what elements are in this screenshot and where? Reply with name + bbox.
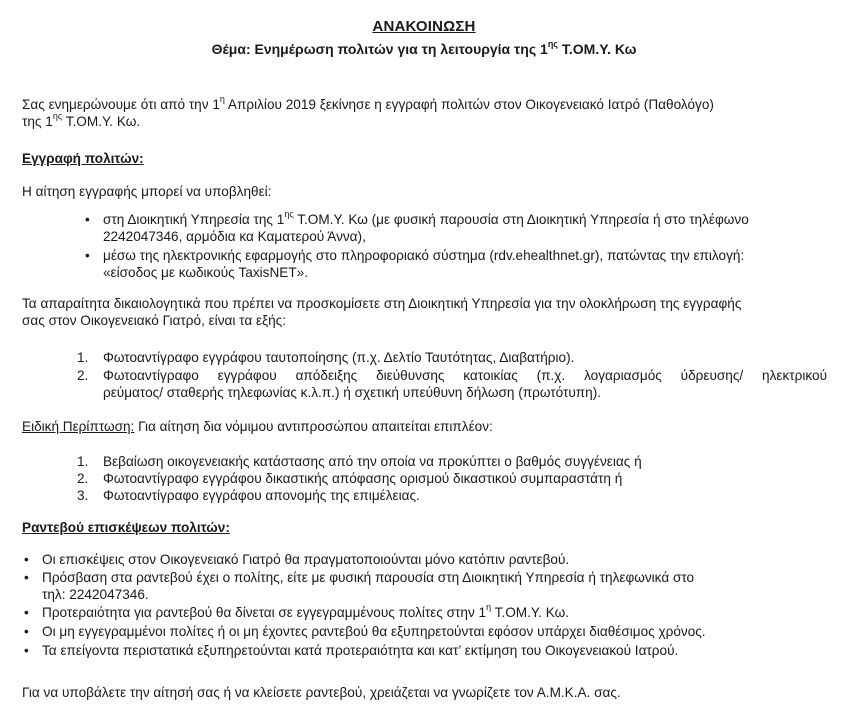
list-number: 1. xyxy=(77,350,89,365)
list-item xyxy=(77,487,827,504)
subject-suffix: Τ.ΟΜ.Υ. Κω xyxy=(558,41,637,57)
list-item xyxy=(85,209,829,245)
list-item-text: Τ.ΟΜ.Υ. Κω (με φυσική παρουσία στη Διοικητική Υπηρεσία ή στο τηλέφωνο xyxy=(293,212,749,227)
special-case xyxy=(22,418,830,435)
bullet-dot-icon: • xyxy=(85,248,90,263)
list-item xyxy=(24,551,828,568)
documents-lead-line: σας στον Οικογενειακό Γιατρό, είναι τα εξής: xyxy=(22,313,287,328)
list-item xyxy=(77,470,827,487)
list-item-text: Οι επισκέψεις στον Οικογενειακό Γιατρό θα πραγματοποιούνται μόνο κατόπιν ραντεβού. xyxy=(42,552,570,567)
appointments-heading: Ραντεβού επισκέψεων πολιτών: xyxy=(22,520,230,535)
special-case-label: Ειδική Περίπτωση: xyxy=(22,419,135,434)
list-item-text: Φωτοαντίγραφο εγγράφου απόδειξης διεύθυνσης κατοικίας (π.χ. λογαριασμός ύδρευσης/ ηλεκτρικού xyxy=(103,368,827,383)
list-number: 2. xyxy=(77,471,89,486)
bullet-dot-icon: • xyxy=(24,605,29,620)
list-item-text: μέσω της ηλεκτρονικής εφαρμογής στο πληροφοριακό σύστημα (rdv.ehealthnet.gr), πατώντας την επιλογή: xyxy=(103,248,745,263)
list-number: 3. xyxy=(77,488,89,503)
list-item-text: Προτεραιότητα για ραντεβού θα δίνεται σε εγγεγραμμένους πολίτες στην 1 xyxy=(42,605,487,620)
list-item-text: Τα επείγοντα περιστατικά εξυπηρετούνται κατά προτεραιότητα και κατ’ εκτίμηση του Οικογενειακού Ιατρού. xyxy=(42,643,679,658)
registration-bullet xyxy=(85,247,829,281)
bullet-dot-icon: • xyxy=(24,624,29,639)
list-item-text: ρεύματος/ σταθερής τηλεφωνίας κ.λ.π.) ή σχετική υπεύθυνη δήλωση (πρωτότυπη). xyxy=(103,385,602,400)
intro-line-2 xyxy=(22,113,830,130)
subject-sup: ης xyxy=(547,39,558,50)
subject-prefix: Θέμα: Ενημέρωση πολιτών για τη λειτουργία της 1 xyxy=(211,41,548,57)
intro-text: της 1 xyxy=(22,114,53,129)
bullet-dot-icon: • xyxy=(24,570,29,585)
list-number: 2. xyxy=(77,368,89,383)
intro-sup: η xyxy=(219,94,225,105)
intro-text: Τ.ΟΜ.Υ. Κω. xyxy=(62,114,141,129)
footer-note: Για να υποβάλετε την αίτησή σας ή να κλείσετε ραντεβού, χρειάζεται να γνωρίζετε τον Α.Μ.Κ.Α. σας. xyxy=(22,685,621,700)
bullet-dot-icon: • xyxy=(85,212,90,227)
list-item xyxy=(24,642,828,659)
list-item xyxy=(77,349,827,366)
intro-text: Απριλίου 2019 ξεκίνησε η εγγραφή πολιτών στον Οικογενειακό Ιατρό (Παθολόγο) xyxy=(224,97,714,112)
list-item xyxy=(24,623,828,640)
intro-sup: ης xyxy=(52,111,63,122)
list-item xyxy=(24,602,828,621)
document-title: ΑΝΑΚΟΙΝΩΣΗ xyxy=(372,18,476,35)
list-item-text: «είσοδος με κωδικούς TaxisNET». xyxy=(103,265,308,280)
document-subject xyxy=(0,41,848,58)
list-item-text: Πρόσβαση στα ραντεβού έχει ο πολίτης, είτε με φυσική παρουσία στη Διοικητική Υπηρεσία ή τηλεφωνικά στο xyxy=(42,570,695,585)
list-item xyxy=(85,247,829,281)
intro-paragraph xyxy=(22,96,830,130)
list-item-text: στη Διοικητική Υπηρεσία της 1 xyxy=(103,212,285,227)
special-case-text: Για αίτηση δια νόμιμου αντιπροσώπου απαιτείται επιπλέον: xyxy=(134,419,493,434)
list-item-text: Βεβαίωση οικογενειακής κατάστασης από την οποία να προκύπτει ο βαθμός συγγένειας ή xyxy=(103,454,642,469)
documents-lead-line: Τα απαραίτητα δικαιολογητικά που πρέπει να προσκομίσετε στη Διοικητική Υπηρεσία για την ολοκλήρωση της εγγραφής xyxy=(22,296,742,311)
special-case-list xyxy=(77,453,827,504)
list-item-text: τηλ: 2242047346. xyxy=(42,587,149,602)
registration-lead: Η αίτηση εγγραφής μπορεί να υποβληθεί: xyxy=(22,184,272,199)
documents-lead xyxy=(22,295,830,329)
list-item-sup: η xyxy=(486,602,492,613)
bullet-dot-icon: • xyxy=(24,552,29,567)
list-item-text: Τ.ΟΜ.Υ. Κω. xyxy=(491,605,570,620)
list-item xyxy=(77,453,827,470)
list-item-text: Φωτοαντίγραφο εγγράφου δικαστικής απόφασης ορισμού δικαστικού συμπαραστάτη ή xyxy=(103,471,623,486)
list-item xyxy=(24,569,828,603)
appointments-list xyxy=(24,551,828,659)
list-item-sup: ης xyxy=(284,209,294,220)
list-item-text: Οι μη εγγεγραμμένοι πολίτες ή οι μη έχοντες ραντεβού θα εξυπηρετούνται εφόσον υπάρχει διαθέσιμος χρόνος. xyxy=(42,624,706,639)
list-item-text: 2242047346, αρμόδια κα Καματερού Άννα), xyxy=(103,229,366,244)
list-item-text: Φωτοαντίγραφο εγγράφου απονομής της επιμέλειας. xyxy=(103,488,420,503)
list-item-text: Φωτοαντίγραφο εγγράφου ταυτοποίησης (π.χ. Δελτίο Ταυτότητας, Διαβατήριο). xyxy=(103,350,575,365)
registration-bullet xyxy=(85,209,829,245)
documents-list xyxy=(77,349,827,401)
list-number: 1. xyxy=(77,454,89,469)
list-item xyxy=(77,367,827,401)
bullet-dot-icon: • xyxy=(24,643,29,658)
registration-heading: Εγγραφή πολιτών: xyxy=(22,151,144,166)
intro-text: Σας ενημερώνουμε ότι από την 1 xyxy=(22,97,220,112)
intro-line-1 xyxy=(22,96,830,113)
